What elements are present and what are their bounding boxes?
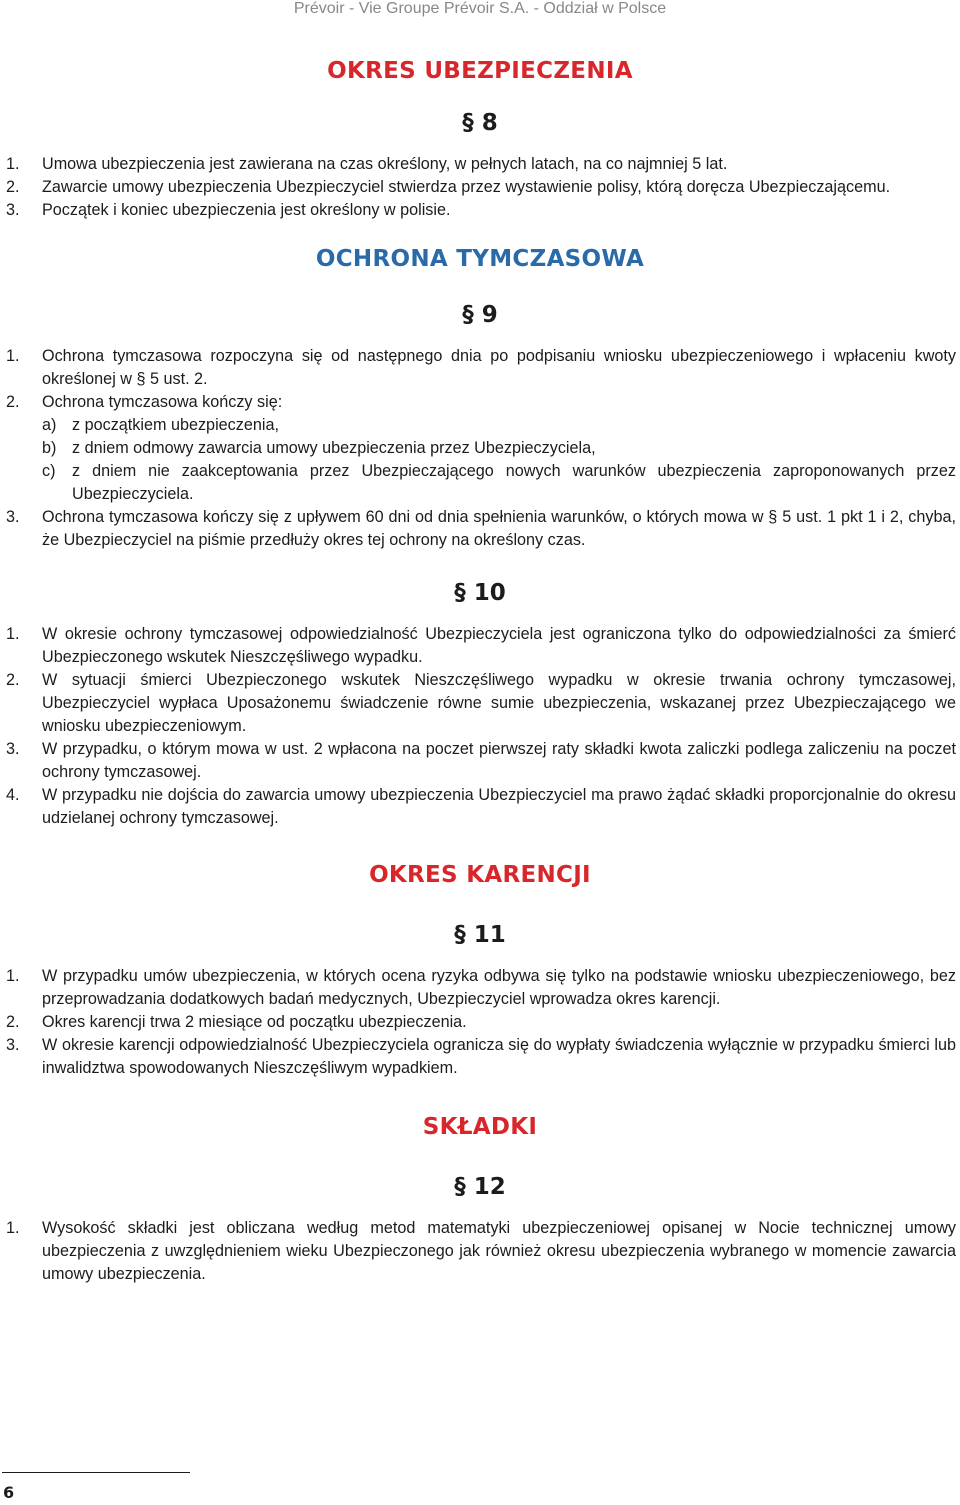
item-text: W przypadku nie dojścia do zawarcia umowy ubezpieczenia Ubezpieczyciel ma prawo żądać składki proporcjonalnie do okresu udzielanej ochrony tymczasowej. [42,786,956,827]
sub-item-text: z dniem nie zaakceptowania przez Ubezpieczającego nowych warunków ubezpieczenia zaproponowanych przez Ubezpieczyciela. [72,462,956,503]
item-number: 3. [6,508,20,526]
footer-divider [2,1472,190,1473]
sub-item-text: z dniem odmowy zawarcia umowy ubezpieczenia przez Ubezpieczyciela, [72,439,596,457]
item-number: 3. [6,1036,20,1054]
section-title-ochrona-tymczasowa: OCHRONA TYMCZASOWA [315,246,645,272]
item-text: W przypadku umów ubezpieczenia, w których ocena ryzyka odbywa się tylko na podstawie wniosku ubezpieczeniowego, bez przeprowadzania dodatkowych badań medycznych, Ubezpieczyciel wprowadza okres karencji. [42,967,956,1008]
section-title-okres-karencji: OKRES KARENCJI [369,862,591,888]
paragraph-label-10: § 10 [454,580,506,606]
paragraph-label-9: § 9 [462,302,498,328]
sub-item-letter: a) [42,416,57,434]
item-text: W okresie karencji odpowiedzialność Ubezpieczyciela ogranicza się do wypłaty świadczenia wyłącznie w przypadku śmierci lub inwalidztwa spowodowanych Nieszczęśliwym wypadkiem. [42,1036,956,1077]
sub-list-item [42,460,956,506]
item-number: 2. [6,178,20,196]
sub-item-letter: c) [42,462,56,480]
sub-list [42,414,956,506]
list-item [0,669,960,738]
item-text: Zawarcie umowy ubezpieczenia Ubezpieczyciel stwierdza przez wystawienie polisy, którą doręcza Ubezpieczającemu. [42,178,891,196]
item-number: 2. [6,671,20,689]
sub-item-text: z początkiem ubezpieczenia, [72,416,279,434]
item-number: 2. [6,1013,20,1031]
item-text: Umowa ubezpieczenia jest zawierana na czas określony, w pełnych latach, na co najmniej 5 lat. [42,155,728,173]
sub-list-item [42,437,956,460]
sub-list-item [42,414,956,437]
item-text: W przypadku, o którym mowa w ust. 2 wpłacona na poczet pierwszej raty składki kwota zaliczki podlega zaliczeniu na poczet ochrony tymczasowej. [42,740,956,781]
list-item [0,623,960,669]
list-item [0,345,960,391]
item-text: Ochrona tymczasowa rozpoczyna się od następnego dnia po podpisaniu wniosku ubezpieczeniowego i wpłaceniu kwoty określonej w § 5 ust. 2. [42,347,956,388]
paragraph-label-8: § 8 [462,110,498,136]
item-number: 1. [6,347,20,365]
paragraph-11-list [0,965,960,1080]
section-title-okres-ubezpieczenia: OKRES UBEZPIECZENIA [327,58,633,84]
item-number: 3. [6,201,20,219]
item-text: Ochrona tymczasowa kończy się z upływem 60 dni od dnia spełnienia warunków, o których mowa w § 5 ust. 1 pkt 1 i 2, chyba, że Ubezpieczyciel na piśmie przedłuży okres tej ochrony na określony czas. [42,508,956,549]
item-text: W sytuacji śmierci Ubezpieczonego wskutek Nieszczęśliwego wypadku w okresie trwania ochrony tymczasowej, Ubezpieczyciel wypłaca Uposażonemu świadczenie równe sumie ubezpieczenia, wskazanej przez Ubezpieczającego we wniosku ubezpieczeniowym. [42,671,956,735]
item-number: 1. [6,625,20,643]
list-item [0,784,960,830]
item-number: 1. [6,155,20,173]
paragraph-12-list [0,1217,960,1286]
list-item [0,738,960,784]
paragraph-9-list [0,345,960,552]
list-item [0,1034,960,1080]
item-number: 1. [6,967,20,985]
paragraph-label-12: § 12 [454,1174,506,1200]
paragraph-label-11: § 11 [454,922,506,948]
list-item [0,199,960,222]
sub-item-letter: b) [42,439,57,457]
paragraph-10-list [0,623,960,830]
list-item [0,176,960,199]
paragraph-8-list [0,153,960,222]
item-number: 3. [6,740,20,758]
document-body [0,44,960,1286]
item-number: 2. [6,393,20,411]
item-text: Okres karencji trwa 2 miesiące od początku ubezpieczenia. [42,1013,467,1031]
item-text: Wysokość składki jest obliczana według metod matematyki ubezpieczeniowej opisanej w Nocie technicznej umowy ubezpieczenia z uwzględnieniem wieku Ubezpieczonego jak również okresu ubezpieczenia wybranego w momencie zawarcia umowy ubezpieczenia. [42,1219,956,1283]
item-number: 4. [6,786,20,804]
item-text: Początek i koniec ubezpieczenia jest określony w polisie. [42,201,451,219]
item-number: 1. [6,1219,20,1237]
list-item [0,1217,960,1286]
page-header: Prévoir - Vie Groupe Prévoir S.A. - Oddział w Polsce [293,0,667,17]
list-item [0,506,960,552]
list-item [0,153,960,176]
item-text: Ochrona tymczasowa kończy się: [42,393,283,411]
list-item [0,391,960,506]
list-item [0,1011,960,1034]
list-item [0,965,960,1011]
page-number: 6 [3,1483,15,1502]
section-title-skladki: SKŁADKI [422,1114,538,1140]
item-text: W okresie ochrony tymczasowej odpowiedzialność Ubezpieczyciela jest ograniczona tylko do odpowiedzialności za śmierć Ubezpieczonego wskutek Nieszczęśliwego wypadku. [42,625,956,666]
